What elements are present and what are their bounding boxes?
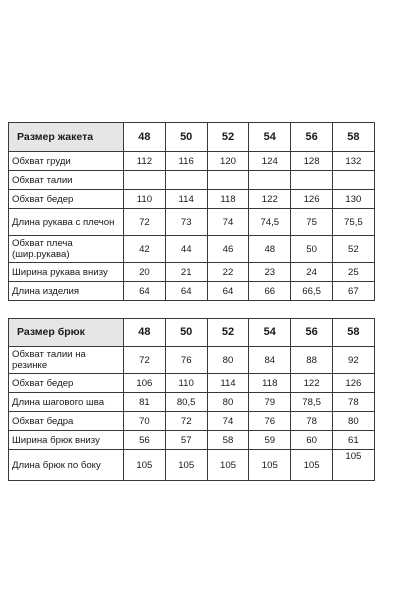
table-cell: 80 (207, 393, 249, 412)
table-row (9, 152, 375, 171)
table-cell: 80 (207, 347, 249, 374)
table-cell: 61 (332, 431, 374, 450)
table-cell: 59 (249, 431, 291, 450)
table-cell: 56 (124, 431, 166, 450)
row-label: Длина изделия (9, 282, 124, 301)
table-cell: 64 (207, 282, 249, 301)
row-label: Обхват бедра (9, 412, 124, 431)
size-header: 58 (332, 123, 374, 152)
table-cell: 78 (291, 412, 333, 431)
table-header-row (9, 319, 375, 347)
table-cell: 80,5 (165, 393, 207, 412)
table-cell: 57 (165, 431, 207, 450)
table-row (9, 171, 375, 190)
table-cell (207, 171, 249, 190)
table-cell: 81 (124, 393, 166, 412)
table-cell: 79 (249, 393, 291, 412)
table-cell: 42 (124, 236, 166, 263)
table-cell: 76 (165, 347, 207, 374)
size-header: 50 (165, 319, 207, 347)
row-label: Обхват бедер (9, 190, 124, 209)
table-cell: 66 (249, 282, 291, 301)
table-cell: 66,5 (291, 282, 333, 301)
table-cell (124, 171, 166, 190)
table-cell: 21 (165, 263, 207, 282)
pants-size-table (8, 318, 375, 481)
row-label: Обхват плеча (шир.рукава) (9, 236, 124, 263)
table-cell: 75,5 (332, 209, 374, 236)
table-row (9, 236, 375, 263)
table-cell: 74 (207, 209, 249, 236)
size-header: 56 (291, 319, 333, 347)
row-label: Обхват груди (9, 152, 124, 171)
table-cell: 72 (165, 412, 207, 431)
table-row (9, 450, 375, 481)
size-header: 50 (165, 123, 207, 152)
row-label: Длина рукава с плечон (9, 209, 124, 236)
table-cell: 105 (332, 450, 374, 481)
table-cell: 44 (165, 236, 207, 263)
row-label: Обхват талии на резинке (9, 347, 124, 374)
size-header: 58 (332, 319, 374, 347)
size-header: 52 (207, 123, 249, 152)
size-header: 52 (207, 319, 249, 347)
table-cell: 128 (291, 152, 333, 171)
table-cell: 73 (165, 209, 207, 236)
jacket-table-title: Размер жакета (9, 123, 124, 152)
table-cell: 67 (332, 282, 374, 301)
table-cell: 70 (124, 412, 166, 431)
row-label: Длина шагового шва (9, 393, 124, 412)
table-cell: 46 (207, 236, 249, 263)
table-cell: 75 (291, 209, 333, 236)
table-cell: 72 (124, 209, 166, 236)
table-cell: 76 (249, 412, 291, 431)
table-cell: 48 (249, 236, 291, 263)
table-cell: 23 (249, 263, 291, 282)
table-cell: 64 (165, 282, 207, 301)
table-cell: 25 (332, 263, 374, 282)
table-cell (165, 171, 207, 190)
table-cell: 118 (207, 190, 249, 209)
size-header: 48 (124, 123, 166, 152)
table-cell: 105 (165, 450, 207, 481)
table-cell: 105 (291, 450, 333, 481)
table-row (9, 374, 375, 393)
table-cell: 50 (291, 236, 333, 263)
table-header-row (9, 123, 375, 152)
table-cell: 132 (332, 152, 374, 171)
table-cell: 74 (207, 412, 249, 431)
size-header: 54 (249, 123, 291, 152)
table-row (9, 263, 375, 282)
table-cell: 84 (249, 347, 291, 374)
table-cell: 110 (165, 374, 207, 393)
size-header: 54 (249, 319, 291, 347)
table-cell (332, 171, 374, 190)
table-cell: 130 (332, 190, 374, 209)
table-cell: 126 (291, 190, 333, 209)
table-row (9, 347, 375, 374)
table-cell: 110 (124, 190, 166, 209)
row-label: Длина брюк по боку (9, 450, 124, 481)
table-cell: 114 (207, 374, 249, 393)
table-row (9, 190, 375, 209)
table-cell: 52 (332, 236, 374, 263)
row-label: Ширина брюк внизу (9, 431, 124, 450)
table-cell: 112 (124, 152, 166, 171)
size-header: 56 (291, 123, 333, 152)
table-cell: 78,5 (291, 393, 333, 412)
table-cell (291, 171, 333, 190)
table-cell: 88 (291, 347, 333, 374)
table-cell: 114 (165, 190, 207, 209)
table-cell: 105 (124, 450, 166, 481)
table-cell: 80 (332, 412, 374, 431)
table-cell: 105 (249, 450, 291, 481)
table-cell: 64 (124, 282, 166, 301)
pants-table-title: Размер брюк (9, 319, 124, 347)
row-label: Обхват талии (9, 171, 124, 190)
table-cell: 72 (124, 347, 166, 374)
table-row (9, 209, 375, 236)
table-row (9, 282, 375, 301)
table-row (9, 412, 375, 431)
table-cell: 124 (249, 152, 291, 171)
table-cell: 58 (207, 431, 249, 450)
table-cell: 122 (249, 190, 291, 209)
table-row (9, 393, 375, 412)
table-cell: 22 (207, 263, 249, 282)
size-header: 48 (124, 319, 166, 347)
table-cell: 20 (124, 263, 166, 282)
table-cell: 24 (291, 263, 333, 282)
table-cell: 118 (249, 374, 291, 393)
table-cell: 122 (291, 374, 333, 393)
table-cell (249, 171, 291, 190)
jacket-size-table (8, 122, 375, 301)
row-label: Обхват бедер (9, 374, 124, 393)
row-label: Ширина рукава внизу (9, 263, 124, 282)
table-row (9, 431, 375, 450)
table-cell: 120 (207, 152, 249, 171)
table-cell: 74,5 (249, 209, 291, 236)
table-cell: 105 (207, 450, 249, 481)
table-cell: 78 (332, 393, 374, 412)
table-cell: 92 (332, 347, 374, 374)
table-cell: 106 (124, 374, 166, 393)
table-cell: 60 (291, 431, 333, 450)
table-cell: 116 (165, 152, 207, 171)
table-cell: 126 (332, 374, 374, 393)
